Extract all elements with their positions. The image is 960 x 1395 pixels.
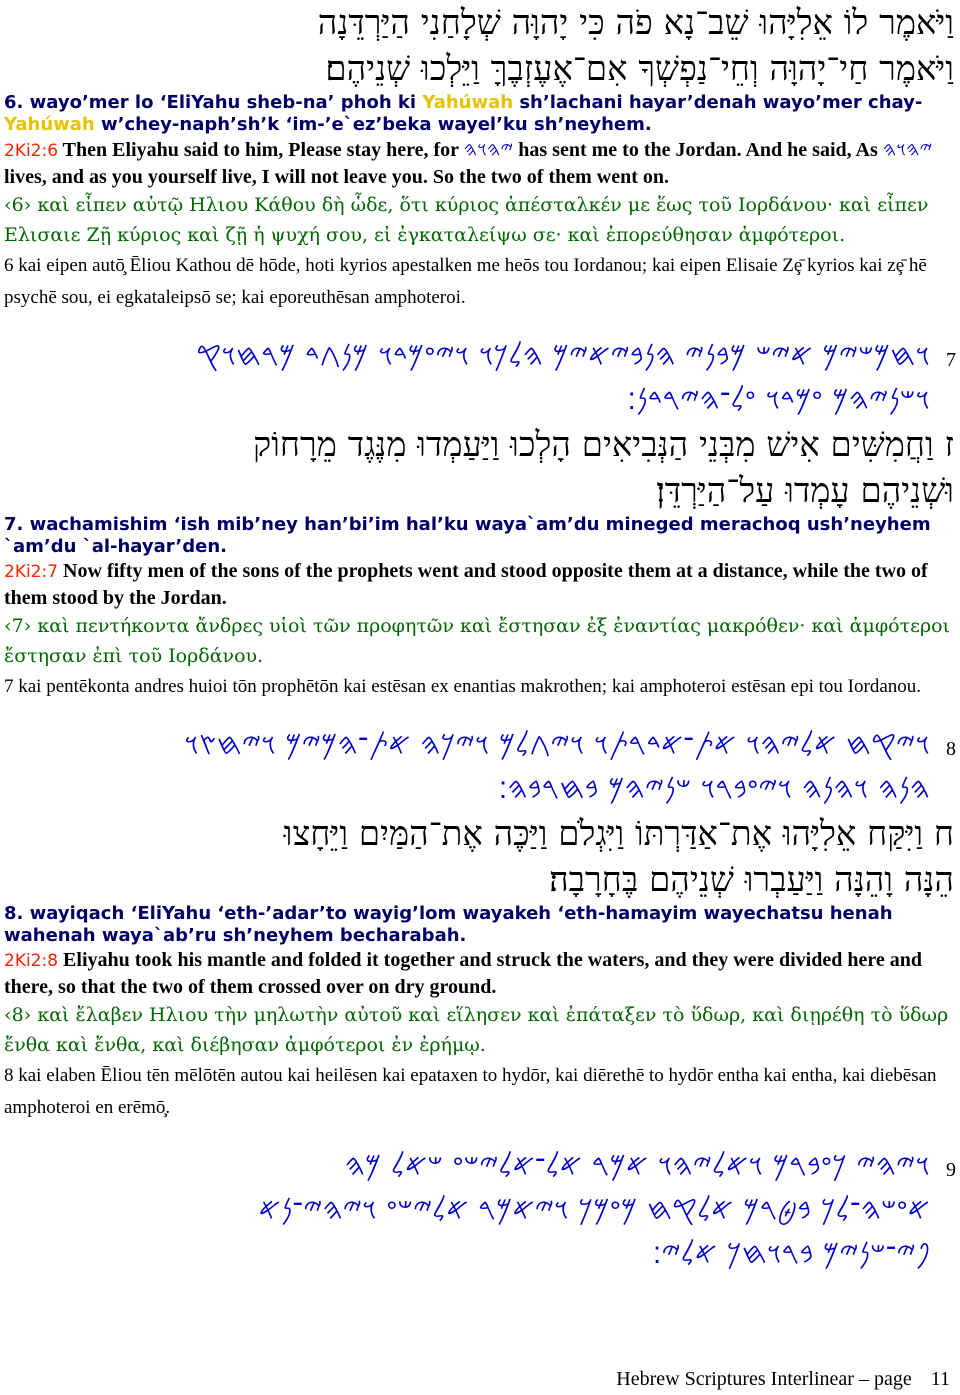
paleo-hebrew-line <box>0 723 960 767</box>
translit-text: sh’lachani hayar’denah wayo’mer chay- <box>513 92 920 113</box>
greek-transliteration: 7 kai pentēkonta andres huioi tōn prophētōn kai estēsan ex enantias makrothen; kai amphoteroi estēsan epi tou Iordanou. <box>4 676 922 697</box>
verse-number: 7 <box>946 349 956 371</box>
page-number: 11 <box>930 1368 950 1390</box>
verse-number: 8 <box>946 738 956 760</box>
footer-dash: – <box>858 1368 869 1390</box>
footer-title: Hebrew Scriptures Interlinear <box>616 1368 854 1390</box>
verse-reference: 2Ki2:6 <box>4 141 59 161</box>
paleo-hebrew-line: 𐤅𐤔𐤍𐤉𐤄𐤌 𐤏𐤌𐤃𐤅 𐤏𐤋־𐤄𐤉𐤓𐤃𐤍׃ <box>627 382 930 417</box>
greek-text: ‹8› καὶ ἔλαβεν Ηλιου τὴν μηλωτὴν αὐτοῦ καὶ εἵλησεν καὶ ἐπάταξεν τὸ ὕδωρ, καὶ διῃρέθη τὸ ὕδωρ ἔνθα καὶ ἔνθα, καὶ διέβησαν ἀμφότεροι ἐν ἐρήμῳ. <box>4 1004 949 1056</box>
transliteration: 7. wachamishim ‘ish mib’ney han’bi’im hal’ku waya`am’du mineged merachoq ush’neyhem `am’du `al-hayar’den. <box>4 514 931 557</box>
transliteration: 8. wayiqach ‘EliYahu ‘eth-’adar’to wayig’lom wayakeh ‘eth-hamayim wayechatsu henah wahenah waya`ab’ru sh’neyhem becharabah. <box>4 903 893 946</box>
english-text: Eliyahu took his mantle and folded it together and struck the waters, and they were divided here and there, so that the two of them crossed over on dry ground. <box>4 949 922 998</box>
divine-name: Yahúwah <box>4 114 95 135</box>
transliteration <box>0 92 960 136</box>
greek-text: ‹6› καὶ εἶπεν αὐτῷ Ηλιου Κάθου δὴ ὧδε, ὅτι κύριος ἀπέσταλκέν με ἕως τοῦ Ιορδάνου· καὶ εἶπεν Ελισαιε Ζῇ κύριος καὶ ζῇ ἡ ψυχή σου, εἰ ἐγκαταλείψω σε· καὶ ἐπορεύθησαν ἀμφότεροι. <box>4 194 929 246</box>
tetragrammaton: 𐤉𐤄𐤅𐤄 <box>882 137 933 161</box>
translit-text: 6. wayo’mer lo ‘EliYahu sheb-na’ phoh ki <box>4 92 423 113</box>
english-text: Now fifty men of the sons of the prophets went and stood opposite them at a distance, while the two of them stood by the Jordan. <box>4 560 928 609</box>
hebrew-line: וּשְׁנֵיהֶם עָמְדוּ עַל־הַיַּרְדֵּן׃ <box>656 471 954 511</box>
hebrew-line: ח וַיִּקַּח אֵלִיָּהוּ אֶת־אַדַּרְתּוֹ וַיִּגְלֹם וַיַּכֶּה אֶת־הַמַּיִם וַיֵּחָצוּ <box>283 814 954 854</box>
verse-8 <box>0 723 960 1124</box>
paleo-hebrew-line <box>0 1144 960 1188</box>
verse-7 <box>0 334 960 703</box>
english-text: has sent me to the Jordan. And he said, As <box>513 139 883 161</box>
paleo-hebrew-line <box>0 334 960 378</box>
verse-reference: 2Ki2:8 <box>4 951 59 971</box>
greek-transliteration: 8 kai elaben Ēliou tēn mēlōtēn autou kai heilēsen kai epataxen to hydōr, kai diērethē to hydōr entha kai entha, kai diebēsan amphoteroi en erēmō̧. <box>4 1065 937 1118</box>
paleo-text: 𐤅𐤉𐤒𐤇 𐤀𐤋𐤉𐤄𐤅 𐤀𐤕־𐤀𐤃𐤓𐤕𐤅 𐤅𐤉𐤂𐤋𐤌 𐤅𐤉𐤊𐤄 𐤀𐤕־𐤄𐤌𐤉𐤌 𐤅𐤉𐤇𐤑𐤅 <box>184 727 930 762</box>
hebrew-line: וַיֹּאמֶר לוֹ אֵלִיָּהוּ שֵׁב־נָא פֹה כִּי יָהוָּה שְׁלָחַנִי הַיַּרְדֵּנָה <box>317 3 954 43</box>
translit-text: w’chey-naph’sh’k ‘im-’e`ez’beka wayel’ku sh’neyhem. <box>94 114 652 135</box>
english-translation <box>0 136 960 190</box>
verse-9 <box>0 1144 960 1276</box>
english-text: lives, and as you yourself live, I will not leave you. So the two of them went on. <box>4 166 669 188</box>
english-translation <box>0 947 960 1000</box>
verse-number: 9 <box>946 1159 956 1181</box>
paleo-hebrew-line: 𐤀𐤏𐤔𐤄־𐤋𐤊 𐤁𐤈𐤓𐤌 𐤀𐤋𐤒𐤇 𐤌𐤏𐤌𐤊 𐤅𐤉𐤀𐤌𐤓 𐤀𐤋𐤉𐤔𐤏 𐤅𐤉𐤄𐤉־𐤍𐤀 <box>258 1192 930 1227</box>
paleo-text: 𐤅𐤇𐤌𐤔𐤉𐤌 𐤀𐤉𐤔 𐤌𐤁𐤍𐤉 𐤄𐤍𐤁𐤉𐤀𐤉𐤌 𐤄𐤋𐤊𐤅 𐤅𐤉𐤏𐤌𐤃𐤅 𐤌𐤍𐤂𐤃 𐤌𐤓𐤇𐤅𐤒 <box>196 338 930 373</box>
english-translation <box>0 558 960 611</box>
paleo-text: 𐤅𐤉𐤄𐤉 𐤊𐤏𐤁𐤓𐤌 𐤅𐤀𐤋𐤉𐤄𐤅 𐤀𐤌𐤓 𐤀𐤋־𐤀𐤋𐤉𐤔𐤏 𐤔𐤀𐤋 𐤌𐤄 <box>344 1148 930 1183</box>
footer-page-label: page <box>873 1368 912 1390</box>
paleo-hebrew-line: 𐤐𐤉־𐤔𐤍𐤉𐤌 𐤁𐤓𐤅𐤇𐤊 𐤀𐤋𐤉׃ <box>652 1236 930 1271</box>
page-footer <box>616 1368 950 1391</box>
english-text: Then Eliyahu said to him, Please stay here, for <box>58 139 464 161</box>
verse-reference: 2Ki2:7 <box>4 562 59 582</box>
paleo-hebrew-line: 𐤄𐤍𐤄 𐤅𐤄𐤍𐤄 𐤅𐤉𐤏𐤁𐤓𐤅 𐤔𐤍𐤉𐤄𐤌 𐤁𐤇𐤓𐤁𐤄׃ <box>498 771 930 806</box>
divine-name: Yahúwah <box>422 92 514 113</box>
tetragrammaton: 𐤉𐤄𐤅𐤄 <box>463 137 514 161</box>
hebrew-line: וַיֹּאמֶר חַי־יָהוָּה וְחֵי־נַפְשְׁךָ אִם־אֶעֶזְבֶךָּ וַיֵּלְכוּ שְׁנֵיהֶם׃ <box>325 49 954 89</box>
greek-transliteration: 6 kai eipen autō̧ Ēliou Kathou dē hōde, hoti kyrios apestalken me heōs tou Iordanou; kai eipen Elisaie Zȩ̄ kyrios kai zȩ̄ hē psychē sou, ei egkataleipsō se; kai eporeuthēsan amphoteroi. <box>4 255 927 308</box>
verse-6 <box>0 0 960 314</box>
hebrew-line: הֵנָּה וָהֵנָּה וַיַּעַבְרוּ שְׁנֵיהֶם בֶּחָרָבָה׃ <box>549 860 954 900</box>
hebrew-line: ז וַחֲמִשִּׁים אִישׁ מִבְּנֵי הַנְּבִיאִים הָלְכוּ וַיַּעַמְדוּ מִנֶּגֶד מֵרָחוֹק <box>253 425 954 465</box>
greek-text: ‹7› καὶ πεντήκοντα ἄνδρες υἱοὶ τῶν προφητῶν καὶ ἔστησαν ἐξ ἐναντίας μακρόθεν· καὶ ἀμφότεροι ἔστησαν ἐπὶ τοῦ Ιορδάνου. <box>4 615 951 667</box>
